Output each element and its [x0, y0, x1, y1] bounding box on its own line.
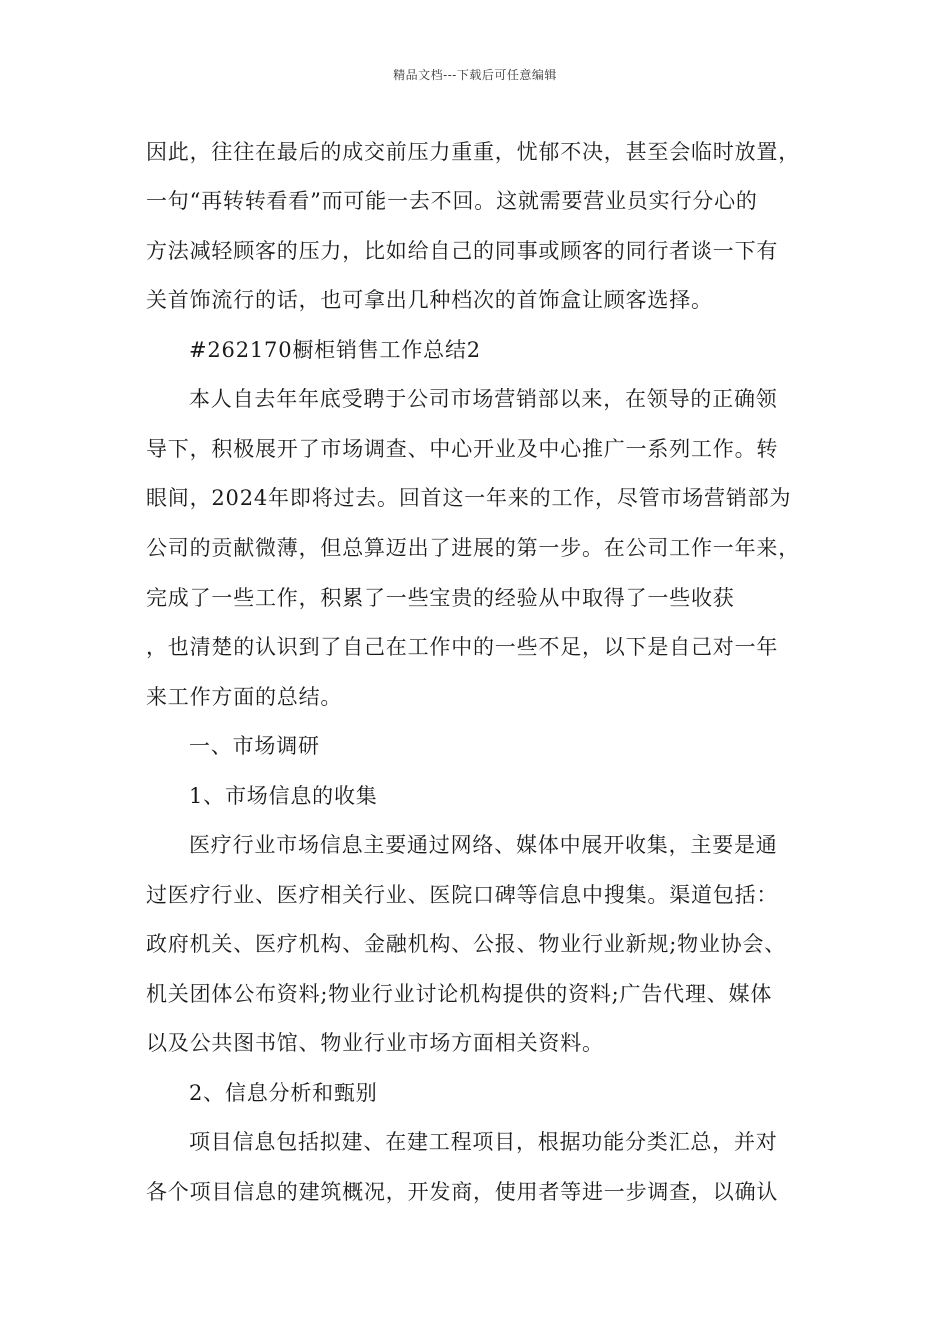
text-line: 眼间，2024年即将过去。回首这一年来的工作，尽管市场营销部为	[146, 486, 792, 510]
text-line: 项目信息包括拟建、在建工程项目，根据功能分类汇总，并对	[189, 1130, 778, 1154]
section-heading: 一、市场调研	[189, 734, 320, 758]
text-line: 因此，往往在最后的成交前压力重重，忧郁不决，甚至会临时放置，	[146, 140, 800, 164]
text-line: 本人自去年年底受聘于公司市场营销部以来，在领导的正确领	[189, 387, 778, 411]
text-line: 各个项目信息的建筑概况，开发商，使用者等进一步调查，以确认	[146, 1180, 779, 1204]
text-line: 导下，积极展开了市场调查、中心开业及中心推广一系列工作。转	[146, 437, 779, 461]
text-line: 机关团体公布资料;物业行业讨论机构提供的资料;广告代理、媒体	[146, 982, 773, 1006]
section-heading: #262170橱柜销售工作总结2	[189, 338, 481, 362]
text-line: 公司的贡献微薄，但总算迈出了进展的第一步。在公司工作一年来，	[146, 536, 800, 560]
text-line: 方法减轻顾客的压力，比如给自己的同事或顾客的同行者谈一下有	[146, 239, 779, 263]
subsection-heading: 2、信息分析和甄别	[189, 1081, 378, 1105]
page-header: 精品文档---下载后可任意编辑	[393, 68, 557, 82]
text-line: 完成了一些工作，积累了一些宝贵的经验从中取得了一些收获	[146, 586, 735, 610]
text-line: 政府机关、医疗机构、金融机构、公报、物业行业新规;物业协会、	[146, 932, 787, 956]
text-line: 以及公共图书馆、物业行业市场方面相关资料。	[146, 1031, 604, 1055]
text-line: 过医疗行业、医疗相关行业、医院口碑等信息中搜集。渠道包括：	[146, 883, 779, 907]
text-line: 关首饰流行的话，也可拿出几种档次的首饰盒让顾客选择。	[146, 288, 713, 312]
text-line: ，也清楚的认识到了自己在工作中的一些不足，以下是自己对一年	[146, 635, 779, 659]
subsection-heading: 1、市场信息的收集	[189, 784, 378, 808]
text-line: 医疗行业市场信息主要通过网络、媒体中展开收集，主要是通	[189, 833, 778, 857]
text-line: 一句“再转转看看”而可能一去不回。这就需要营业员实行分心的	[146, 189, 758, 213]
text-line: 来工作方面的总结。	[146, 685, 343, 709]
